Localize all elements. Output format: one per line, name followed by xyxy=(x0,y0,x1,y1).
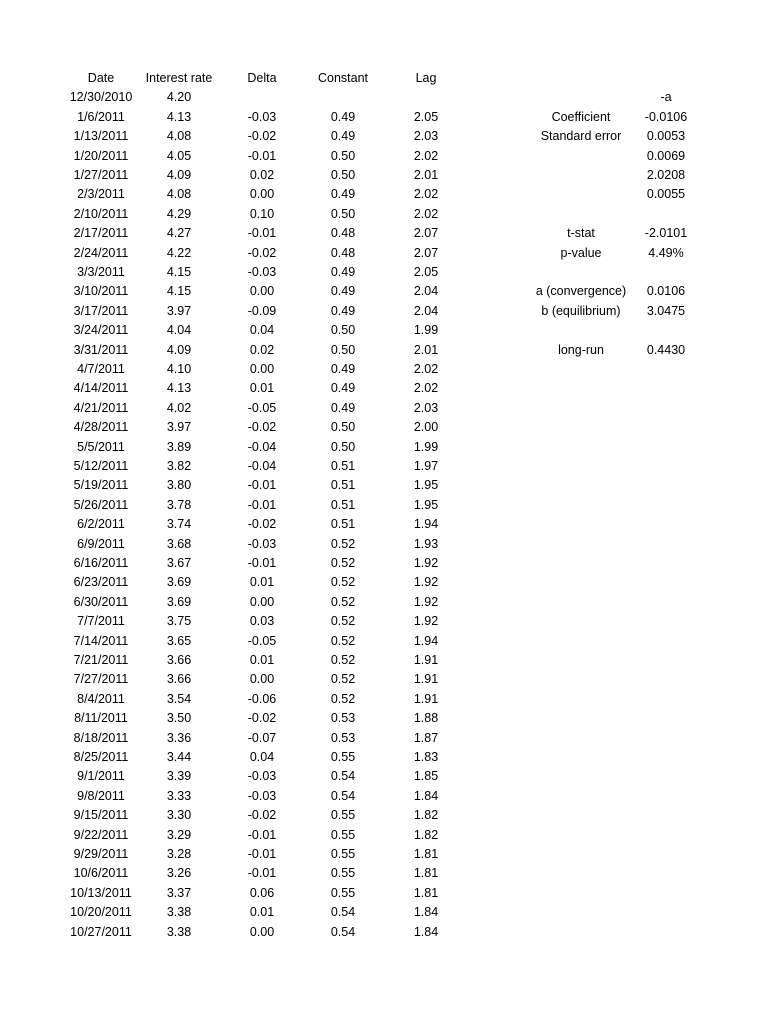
cell-delta[interactable]: -0.02 xyxy=(247,517,277,532)
stat-value-pvalue[interactable]: 4.49% xyxy=(648,245,684,260)
cell-interest-rate[interactable]: 4.20 xyxy=(166,90,192,105)
cell-interest-rate[interactable]: 4.04 xyxy=(166,323,192,338)
cell-interest-rate[interactable]: 4.15 xyxy=(166,284,192,299)
cell-delta[interactable]: -0.09 xyxy=(247,303,277,318)
cell-interest-rate[interactable]: 4.08 xyxy=(166,129,192,144)
table-row xyxy=(0,476,768,495)
cell-date[interactable]: 2/10/2011 xyxy=(73,206,129,221)
cell-interest-rate[interactable]: 3.69 xyxy=(166,594,192,609)
cell-lag[interactable]: 1.83 xyxy=(413,750,439,764)
cell-constant[interactable]: 0.54 xyxy=(330,788,356,803)
cell-interest-rate[interactable]: 4.27 xyxy=(166,226,192,241)
cell-delta[interactable]: -0.02 xyxy=(247,420,277,435)
cell-delta[interactable]: -0.03 xyxy=(247,536,277,551)
table-row xyxy=(0,651,768,670)
cell-date[interactable]: 2/17/2011 xyxy=(73,226,129,241)
cell-lag[interactable]: 1.99 xyxy=(413,323,439,338)
cell-date[interactable]: 6/2/2011 xyxy=(77,517,125,532)
cell-lag[interactable]: 2.01 xyxy=(413,168,439,182)
cell-constant[interactable]: 0.55 xyxy=(330,847,356,861)
cell-date[interactable]: 3/24/2011 xyxy=(73,323,129,338)
cell-interest-rate[interactable]: 3.44 xyxy=(166,750,192,764)
cell-constant[interactable]: 0.49 xyxy=(330,303,356,318)
cell-lag[interactable]: 1.91 xyxy=(413,653,439,667)
stat-row-b-equilibrium xyxy=(0,302,768,321)
cell-constant[interactable]: 0.52 xyxy=(330,653,356,667)
cell-constant[interactable]: 0.52 xyxy=(330,614,356,629)
cell-constant[interactable]: 0.54 xyxy=(330,924,356,939)
cell-interest-rate[interactable]: 4.22 xyxy=(166,245,192,260)
cell-constant[interactable]: 0.55 xyxy=(330,885,356,900)
cell-date[interactable]: 1/13/2011 xyxy=(73,129,129,144)
cell-delta[interactable]: 0.00 xyxy=(249,594,275,609)
cell-date[interactable]: 3/10/2011 xyxy=(73,284,129,299)
cell-delta[interactable]: -0.03 xyxy=(247,769,277,784)
cell-constant[interactable]: 0.48 xyxy=(330,226,356,241)
cell-interest-rate[interactable]: 3.37 xyxy=(166,885,192,900)
stat-label-coefficient[interactable]: Coefficient xyxy=(551,109,611,124)
stat-row-tstat xyxy=(0,224,768,243)
cell-date[interactable]: 10/20/2011 xyxy=(70,905,132,920)
cell-date[interactable]: 10/6/2011 xyxy=(73,866,129,881)
table-row xyxy=(0,593,768,612)
cell-interest-rate[interactable]: 4.09 xyxy=(166,342,192,357)
table-row xyxy=(0,418,768,437)
cell-date[interactable]: 2/3/2011 xyxy=(77,187,125,202)
cell-date[interactable]: 8/11/2011 xyxy=(74,711,128,726)
cell-interest-rate[interactable]: 3.97 xyxy=(166,303,192,318)
cell-constant[interactable]: 0.54 xyxy=(330,905,356,920)
table-row xyxy=(0,787,768,806)
cell-date[interactable]: 9/8/2011 xyxy=(77,788,125,803)
cell-lag[interactable]: 1.82 xyxy=(413,827,439,842)
cell-lag[interactable]: 2.03 xyxy=(413,400,439,415)
table-row xyxy=(0,632,768,651)
table-row xyxy=(0,457,768,476)
cell-lag[interactable]: 2.00 xyxy=(413,420,439,435)
cell-lag[interactable]: 1.85 xyxy=(413,769,439,784)
stat-row-coefficient xyxy=(0,108,768,127)
cell-interest-rate[interactable]: 3.65 xyxy=(166,633,192,648)
cell-lag[interactable]: 1.95 xyxy=(413,497,439,512)
table-row xyxy=(0,612,768,631)
cell-lag[interactable]: 2.05 xyxy=(413,265,439,279)
cell-date[interactable]: 4/28/2011 xyxy=(73,420,129,435)
stat-row-std-error xyxy=(0,127,768,146)
table-row xyxy=(0,903,768,922)
cell-date[interactable]: 9/15/2011 xyxy=(73,808,129,823)
cell-constant[interactable]: 0.50 xyxy=(330,168,356,182)
table-row xyxy=(0,670,768,689)
cell-delta[interactable]: -0.06 xyxy=(247,691,277,706)
table-row xyxy=(0,263,768,282)
cell-lag[interactable]: 2.04 xyxy=(413,284,439,299)
cell-lag[interactable]: 1.92 xyxy=(413,575,439,590)
cell-constant[interactable]: 0.52 xyxy=(330,633,356,648)
cell-constant[interactable]: 0.51 xyxy=(330,517,356,532)
stat-label-b-equilibrium[interactable]: b (equilibrium) xyxy=(541,303,621,318)
cell-lag[interactable]: 2.01 xyxy=(413,342,439,357)
cell-date[interactable]: 7/14/2011 xyxy=(73,633,129,648)
cell-date[interactable]: 4/21/2011 xyxy=(73,400,129,415)
cell-constant[interactable]: 0.49 xyxy=(330,381,356,396)
stat-label-std-error[interactable]: Standard error xyxy=(540,129,622,144)
cell-delta[interactable]: -0.03 xyxy=(247,109,277,124)
table-row xyxy=(0,535,768,554)
table-row xyxy=(0,845,768,864)
cell-delta[interactable]: -0.05 xyxy=(247,633,277,648)
cell-date[interactable]: 9/29/2011 xyxy=(73,847,129,861)
cell-delta[interactable]: 0.02 xyxy=(249,342,275,357)
cell-lag[interactable]: 2.03 xyxy=(413,129,439,144)
table-row xyxy=(0,573,768,592)
cell-delta[interactable]: 0.10 xyxy=(249,206,275,221)
stat-value-std-error[interactable]: 0.0053 xyxy=(646,129,686,144)
cell-delta[interactable]: 0.02 xyxy=(249,168,275,182)
cell-constant[interactable]: 0.49 xyxy=(330,265,356,279)
table-row xyxy=(0,864,768,883)
cell-date[interactable]: 5/5/2011 xyxy=(77,439,125,454)
cell-date[interactable]: 8/18/2011 xyxy=(73,730,129,745)
cell-lag[interactable]: 1.92 xyxy=(413,556,439,570)
cell-lag[interactable]: 2.07 xyxy=(413,226,439,241)
table-row xyxy=(0,515,768,534)
cell-interest-rate[interactable]: 3.74 xyxy=(166,517,192,532)
cell-delta[interactable]: -0.05 xyxy=(247,400,277,415)
cell-constant[interactable]: 0.54 xyxy=(330,769,356,784)
table-row xyxy=(0,321,768,340)
cell-constant[interactable]: 0.51 xyxy=(330,478,356,493)
cell-date[interactable]: 10/27/2011 xyxy=(70,924,132,939)
cell-delta[interactable]: 0.00 xyxy=(249,187,275,202)
cell-constant[interactable]: 0.51 xyxy=(330,497,356,512)
cell-lag[interactable]: 1.99 xyxy=(413,439,439,454)
stat-label-tstat[interactable]: t-stat xyxy=(567,226,595,241)
cell-constant[interactable]: 0.53 xyxy=(330,730,356,745)
cell-delta[interactable]: 0.01 xyxy=(249,575,275,590)
cell-lag[interactable]: 2.02 xyxy=(413,148,439,163)
stat-label-long-run[interactable]: long-run xyxy=(558,342,604,357)
cell-interest-rate[interactable]: 3.54 xyxy=(166,691,192,706)
cell-constant[interactable]: 0.49 xyxy=(330,362,356,376)
table-row xyxy=(0,360,768,379)
cell-interest-rate[interactable]: 4.08 xyxy=(166,187,192,202)
table-row xyxy=(0,748,768,767)
stat-value-extra-1[interactable]: 0.0069 xyxy=(646,148,686,163)
cell-lag[interactable]: 2.07 xyxy=(413,245,439,260)
cell-interest-rate[interactable]: 4.15 xyxy=(166,265,192,279)
cell-interest-rate[interactable]: 3.68 xyxy=(166,536,192,551)
cell-lag[interactable]: 1.92 xyxy=(413,594,439,609)
cell-lag[interactable]: 1.87 xyxy=(413,730,439,745)
cell-constant[interactable]: 0.51 xyxy=(330,459,356,473)
cell-date[interactable]: 7/27/2011 xyxy=(73,672,129,687)
cell-interest-rate[interactable]: 3.67 xyxy=(166,556,192,570)
cell-date[interactable]: 7/21/2011 xyxy=(73,653,129,667)
cell-date[interactable]: 5/26/2011 xyxy=(73,497,129,512)
cell-date[interactable]: 4/7/2011 xyxy=(77,362,125,376)
cell-lag[interactable]: 2.02 xyxy=(413,362,439,376)
cell-interest-rate[interactable]: 4.10 xyxy=(166,362,192,376)
cell-interest-rate[interactable]: 3.29 xyxy=(166,827,192,842)
cell-date[interactable]: 5/19/2011 xyxy=(73,478,129,493)
table-row xyxy=(0,826,768,845)
cell-delta[interactable]: 0.06 xyxy=(249,885,275,900)
table-row xyxy=(0,923,768,942)
cell-date[interactable]: 8/25/2011 xyxy=(73,750,129,764)
cell-lag[interactable]: 1.81 xyxy=(413,847,439,861)
cell-constant[interactable]: 0.55 xyxy=(330,827,356,842)
cell-delta[interactable]: -0.03 xyxy=(247,265,277,279)
cell-date[interactable]: 7/7/2011 xyxy=(77,614,125,629)
cell-date[interactable]: 3/31/2011 xyxy=(73,342,129,357)
cell-interest-rate[interactable]: 4.13 xyxy=(166,381,192,396)
cell-date[interactable]: 3/3/2011 xyxy=(77,265,125,279)
cell-delta[interactable]: -0.02 xyxy=(247,808,277,823)
cell-date[interactable]: 6/23/2011 xyxy=(73,575,129,590)
stat-row-extra-3 xyxy=(0,185,768,204)
cell-date[interactable]: 4/14/2011 xyxy=(73,381,129,396)
cell-delta[interactable]: -0.01 xyxy=(247,866,277,881)
table-row xyxy=(0,806,768,825)
stat-row-header xyxy=(0,88,768,107)
table-row xyxy=(0,690,768,709)
cell-delta[interactable]: -0.02 xyxy=(247,711,277,726)
table-row xyxy=(0,884,768,903)
stat-value-extra-3[interactable]: 0.0055 xyxy=(646,187,686,202)
cell-constant[interactable]: 0.50 xyxy=(330,439,356,454)
cell-constant[interactable]: 0.52 xyxy=(330,691,356,706)
cell-lag[interactable]: 1.92 xyxy=(413,614,439,629)
cell-delta[interactable]: -0.07 xyxy=(247,730,277,745)
cell-constant[interactable]: 0.49 xyxy=(330,284,356,299)
cell-constant[interactable]: 0.55 xyxy=(330,750,356,764)
cell-delta[interactable]: 0.01 xyxy=(249,381,275,396)
cell-constant[interactable]: 0.52 xyxy=(330,536,356,551)
cell-lag[interactable]: 1.93 xyxy=(413,536,439,551)
cell-lag[interactable]: 1.91 xyxy=(413,672,439,687)
cell-date[interactable]: 12/30/2010 xyxy=(69,90,133,105)
header-constant[interactable]: Constant xyxy=(317,71,369,85)
cell-interest-rate[interactable]: 4.13 xyxy=(166,109,192,124)
cell-delta[interactable]: 0.00 xyxy=(249,284,275,299)
cell-delta[interactable]: -0.04 xyxy=(247,439,277,454)
table-row xyxy=(0,379,768,398)
cell-lag[interactable]: 1.97 xyxy=(413,459,439,473)
cell-delta[interactable]: 0.04 xyxy=(249,750,275,764)
stat-header-neg-a[interactable]: -a xyxy=(660,90,672,105)
cell-interest-rate[interactable]: 4.29 xyxy=(166,206,192,221)
cell-delta[interactable]: -0.02 xyxy=(247,129,277,144)
cell-lag[interactable]: 2.02 xyxy=(413,381,439,396)
cell-interest-rate[interactable]: 3.38 xyxy=(166,905,192,920)
cell-delta[interactable]: 0.03 xyxy=(249,614,275,629)
cell-date[interactable]: 8/4/2011 xyxy=(77,691,125,706)
header-interest-rate[interactable]: Interest rate xyxy=(145,71,213,85)
cell-constant[interactable]: 0.52 xyxy=(330,556,356,570)
cell-delta[interactable]: -0.01 xyxy=(247,827,277,842)
stat-row-pvalue xyxy=(0,244,768,263)
cell-lag[interactable]: 1.84 xyxy=(413,788,439,803)
cell-lag[interactable]: 2.05 xyxy=(413,109,439,124)
cell-delta[interactable]: 0.00 xyxy=(249,362,275,376)
stat-value-coefficient[interactable]: -0.0106 xyxy=(644,109,688,124)
cell-constant[interactable]: 0.49 xyxy=(330,400,356,415)
cell-constant[interactable]: 0.50 xyxy=(330,148,356,163)
cell-constant[interactable]: 0.55 xyxy=(330,866,356,881)
cell-lag[interactable]: 1.81 xyxy=(413,866,439,881)
cell-date[interactable]: 9/22/2011 xyxy=(73,827,129,842)
cell-interest-rate[interactable]: 3.66 xyxy=(166,653,192,667)
cell-delta[interactable]: 0.00 xyxy=(249,924,275,939)
table-row xyxy=(0,709,768,728)
cell-delta[interactable]: 0.00 xyxy=(249,672,275,687)
cell-constant[interactable]: 0.52 xyxy=(330,575,356,590)
stat-value-a-convergence[interactable]: 0.0106 xyxy=(646,284,686,299)
cell-delta[interactable]: 0.01 xyxy=(249,905,275,920)
cell-interest-rate[interactable]: 3.33 xyxy=(166,788,192,803)
cell-delta[interactable]: -0.01 xyxy=(247,556,277,570)
stat-value-b-equilibrium[interactable]: 3.0475 xyxy=(646,303,686,318)
cell-constant[interactable]: 0.52 xyxy=(330,672,356,687)
table-row xyxy=(0,438,768,457)
stat-label-pvalue[interactable]: p-value xyxy=(560,245,602,260)
stat-value-long-run[interactable]: 0.4430 xyxy=(646,342,686,357)
cell-constant[interactable]: 0.50 xyxy=(330,342,356,357)
cell-constant[interactable]: 0.53 xyxy=(330,711,356,726)
table-header-row xyxy=(0,69,768,88)
cell-constant[interactable]: 0.48 xyxy=(330,245,356,260)
cell-lag[interactable]: 1.95 xyxy=(413,478,439,493)
cell-constant[interactable]: 0.49 xyxy=(330,109,356,124)
cell-date[interactable]: 1/27/2011 xyxy=(73,168,129,182)
cell-delta[interactable]: -0.01 xyxy=(247,497,277,512)
cell-interest-rate[interactable]: 3.50 xyxy=(166,711,192,726)
stat-value-extra-2[interactable]: 2.0208 xyxy=(646,168,686,182)
table-row xyxy=(0,767,768,786)
cell-date[interactable]: 3/17/2011 xyxy=(73,303,129,318)
cell-lag[interactable]: 1.91 xyxy=(413,691,439,706)
header-date[interactable]: Date xyxy=(87,71,115,85)
table-row xyxy=(0,729,768,748)
header-delta[interactable]: Delta xyxy=(247,71,277,85)
cell-lag[interactable]: 1.94 xyxy=(413,633,439,648)
stat-row-extra-1 xyxy=(0,147,768,166)
table-row xyxy=(0,496,768,515)
cell-constant[interactable]: 0.55 xyxy=(330,808,356,823)
cell-delta[interactable]: -0.01 xyxy=(247,148,277,163)
cell-constant[interactable]: 0.49 xyxy=(330,129,356,144)
header-lag[interactable]: Lag xyxy=(415,71,437,85)
cell-lag[interactable]: 1.94 xyxy=(413,517,439,532)
cell-interest-rate[interactable]: 4.09 xyxy=(166,168,192,182)
cell-date[interactable]: 10/13/2011 xyxy=(70,885,132,900)
cell-interest-rate[interactable]: 3.78 xyxy=(166,497,192,512)
stat-row-extra-2 xyxy=(0,166,768,185)
cell-interest-rate[interactable]: 3.30 xyxy=(166,808,192,823)
cell-date[interactable]: 1/20/2011 xyxy=(73,148,129,163)
cell-lag[interactable]: 2.02 xyxy=(413,187,439,202)
cell-interest-rate[interactable]: 3.97 xyxy=(166,420,192,435)
cell-delta[interactable]: -0.02 xyxy=(247,245,277,260)
cell-delta[interactable]: -0.01 xyxy=(247,847,277,861)
cell-date[interactable]: 9/1/2011 xyxy=(77,769,125,784)
cell-lag[interactable]: 2.02 xyxy=(413,206,439,221)
cell-lag[interactable]: 1.84 xyxy=(413,905,439,920)
cell-date[interactable]: 2/24/2011 xyxy=(73,245,129,260)
cell-date[interactable]: 6/30/2011 xyxy=(73,594,129,609)
cell-interest-rate[interactable]: 3.89 xyxy=(166,439,192,454)
cell-delta[interactable]: 0.04 xyxy=(249,323,275,338)
stat-row-a-convergence xyxy=(0,282,768,301)
cell-constant[interactable]: 0.50 xyxy=(330,420,356,435)
cell-interest-rate[interactable]: 3.38 xyxy=(166,924,192,939)
cell-constant[interactable]: 0.52 xyxy=(330,594,356,609)
cell-interest-rate[interactable]: 4.05 xyxy=(166,148,192,163)
cell-interest-rate[interactable]: 3.80 xyxy=(166,478,192,493)
cell-date[interactable]: 6/16/2011 xyxy=(73,556,129,570)
cell-constant[interactable]: 0.49 xyxy=(330,187,356,202)
table-row xyxy=(0,399,768,418)
cell-interest-rate[interactable]: 3.75 xyxy=(166,614,192,629)
cell-delta[interactable]: -0.03 xyxy=(247,788,277,803)
cell-interest-rate[interactable]: 3.26 xyxy=(166,866,192,881)
cell-date[interactable]: 5/12/2011 xyxy=(73,459,129,473)
cell-constant[interactable]: 0.50 xyxy=(330,206,356,221)
cell-interest-rate[interactable]: 3.66 xyxy=(166,672,192,687)
stat-label-a-convergence[interactable]: a (convergence) xyxy=(535,284,627,299)
cell-interest-rate[interactable]: 4.02 xyxy=(166,400,192,415)
cell-lag[interactable]: 2.04 xyxy=(413,303,439,318)
cell-delta[interactable]: 0.01 xyxy=(249,653,275,667)
cell-date[interactable]: 6/9/2011 xyxy=(77,536,125,551)
stat-row-long-run xyxy=(0,341,768,360)
cell-constant[interactable]: 0.50 xyxy=(330,323,356,338)
cell-interest-rate[interactable]: 3.82 xyxy=(166,459,192,473)
cell-interest-rate[interactable]: 3.28 xyxy=(166,847,192,861)
table-row xyxy=(0,554,768,573)
cell-delta[interactable]: -0.01 xyxy=(247,478,277,493)
stat-value-tstat[interactable]: -2.0101 xyxy=(644,226,688,241)
cell-lag[interactable]: 1.88 xyxy=(413,711,439,726)
cell-delta[interactable]: -0.01 xyxy=(247,226,277,241)
cell-interest-rate[interactable]: 3.36 xyxy=(166,730,192,745)
cell-date[interactable]: 1/6/2011 xyxy=(77,109,125,124)
cell-lag[interactable]: 1.81 xyxy=(413,885,439,900)
cell-interest-rate[interactable]: 3.69 xyxy=(166,575,192,590)
table-row xyxy=(0,205,768,224)
cell-lag[interactable]: 1.84 xyxy=(413,924,439,939)
cell-interest-rate[interactable]: 3.39 xyxy=(166,769,192,784)
cell-delta[interactable]: -0.04 xyxy=(247,459,277,473)
cell-lag[interactable]: 1.82 xyxy=(413,808,439,823)
